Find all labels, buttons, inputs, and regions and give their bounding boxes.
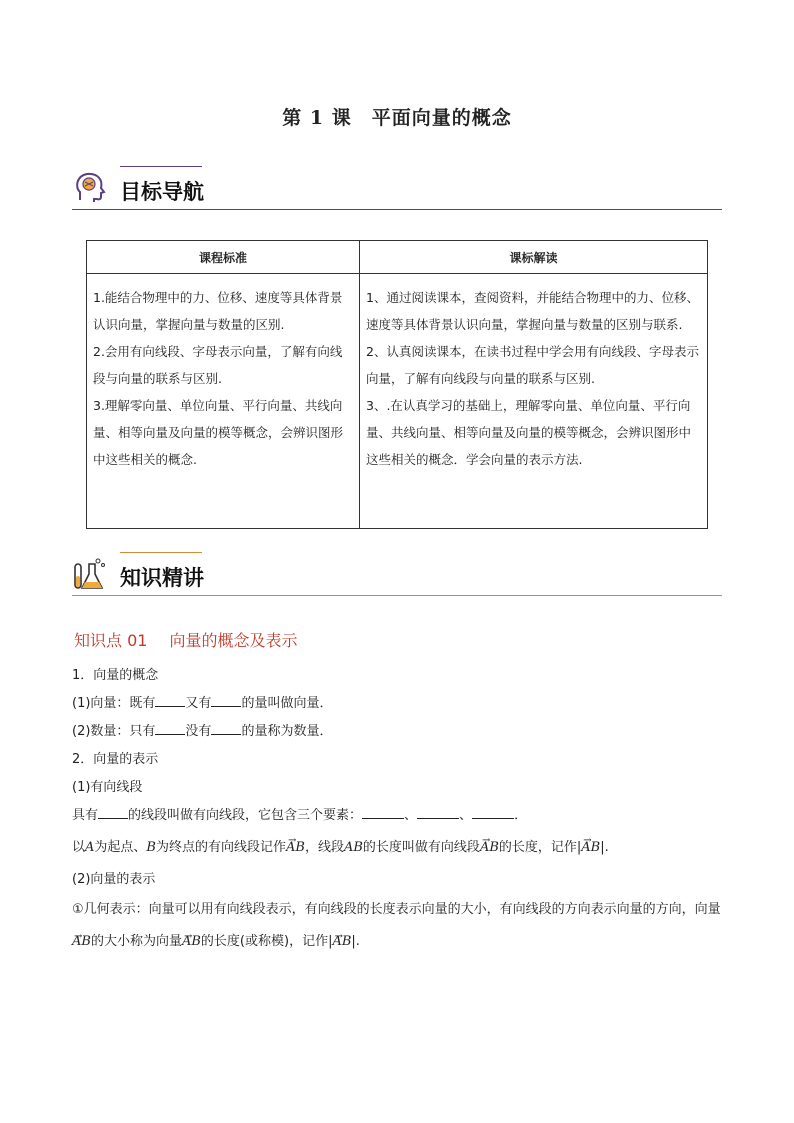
section-label: 知识精讲 xyxy=(120,566,204,590)
section-header-knowledge xyxy=(72,552,722,596)
list-item: 1、通过阅读课本，查阅资料，并能结合物理中的力、位移、速度等具体背景认识向量，掌握向量与数量的区别与联系. xyxy=(366,290,699,332)
section-header-goals xyxy=(72,166,722,210)
knowledge-point-title xyxy=(74,628,297,651)
table-cell-interpretation xyxy=(360,274,708,529)
table-cell-standards xyxy=(87,274,360,529)
list-item: 2.会用有向线段、字母表示向量，了解有向线段与向量的联系与区别. xyxy=(93,344,343,386)
vector-ab: → AB xyxy=(72,934,91,949)
knowledge-point-number: 知识点 01 xyxy=(74,631,148,650)
vector-ab: → AB xyxy=(581,840,600,855)
fill-blank[interactable] xyxy=(472,804,514,819)
knowledge-point-name: 向量的概念及表示 xyxy=(169,631,298,650)
fill-blank[interactable] xyxy=(155,692,185,707)
heading: (1)有向线段 xyxy=(72,780,143,795)
paragraph: 具有 的线段叫做有向线段，它包含三个要素： 、 、 ． xyxy=(72,802,724,830)
knowledge-content xyxy=(72,662,724,958)
paragraph: 以A为起点、B为终点的有向线段记作→ AB，线段AB的长度叫做有向线段→ AB的长度，记作|→ AB|. xyxy=(72,834,724,862)
vector-ab: → AB xyxy=(332,934,351,949)
fill-blank[interactable] xyxy=(362,804,404,819)
heading: (2)向量的表示 xyxy=(72,872,156,887)
flask-icon xyxy=(72,556,108,592)
list-item: 3.理解零向量、单位向量、平行向量、共线向量、相等向量及向量的模等概念，会辨识图形中这些相关的概念. xyxy=(93,398,344,467)
table-header: 课标解读 xyxy=(360,241,708,274)
heading: 1．向量的概念 xyxy=(72,668,159,683)
page-title: 第 1 课 平面向量的概念 xyxy=(282,107,512,129)
table-header: 课程标准 xyxy=(87,241,360,274)
brain-head-icon xyxy=(72,170,108,206)
fill-blank[interactable] xyxy=(417,804,459,819)
list-item: 2、认真阅读课本，在读书过程中学会用有向线段、字母表示向量，了解有向线段与向量的联系与区别. xyxy=(366,344,699,386)
fill-blank[interactable] xyxy=(155,720,185,735)
vector-ab: → AB xyxy=(182,934,201,949)
section-label: 目标导航 xyxy=(120,180,204,204)
list-item: 1.能结合物理中的力、位移、速度等具体背景认识向量，掌握向量与数量的区别. xyxy=(93,290,343,332)
list-item: 3、.在认真学习的基础上，理解零向量、单位向量、平行向量、共线向量、相等向量及向量的模等概念，会辨识图形中这些相关的概念．学会向量的表示方法. xyxy=(366,398,692,467)
fill-blank[interactable] xyxy=(211,692,241,707)
paragraph: (2)数量：只有 没有 的量称为数量． xyxy=(72,718,724,746)
paragraph: (1)向量：既有 又有 的量叫做向量． xyxy=(72,690,724,718)
paragraph: ①几何表示：向量可以用有向线段表示，有向线段的长度表示向量的大小，有向线段的方向表示向量的方向，向量→ AB的大小称为向量→ AB的长度(或称模)，记作|→ AB|. xyxy=(72,894,724,958)
vector-ab: → AB xyxy=(480,840,499,855)
vector-ab: → AB xyxy=(286,840,305,855)
heading: 2．向量的表示 xyxy=(72,752,159,767)
fill-blank[interactable] xyxy=(211,720,241,735)
course-standards-table xyxy=(86,240,708,529)
fill-blank[interactable] xyxy=(98,804,128,819)
